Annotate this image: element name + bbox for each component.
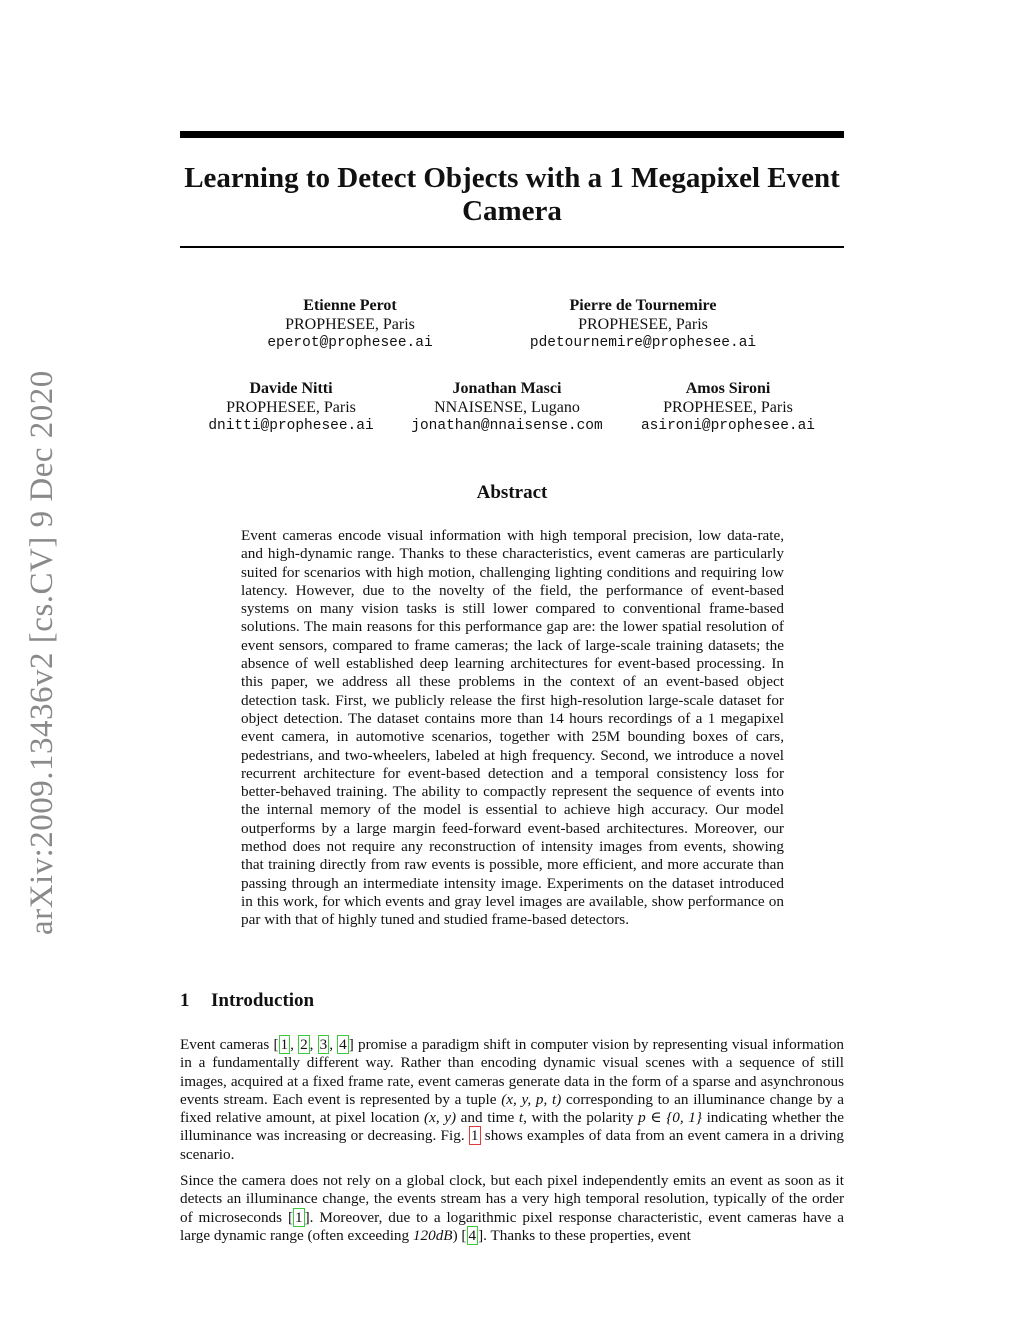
citation-link[interactable]: 2 xyxy=(300,1036,308,1053)
text-run: corresponding to an illuminance change by a fixed relative amount, at pixel location xyxy=(180,1090,844,1127)
title-bottom-rule xyxy=(180,246,844,248)
author-email: dnitti@prophesee.ai xyxy=(208,418,374,434)
text-run: ]. Thanks to these properties, event xyxy=(478,1226,691,1244)
author-name: Davide Nitti xyxy=(249,380,333,397)
section-title: Introduction xyxy=(211,990,315,1011)
citation-link[interactable]: 4 xyxy=(468,1226,477,1244)
author-affiliation: PROPHESEE, Paris xyxy=(578,316,708,333)
math-inline: 120dB xyxy=(412,1226,453,1244)
author-name: Etienne Perot xyxy=(303,297,397,314)
title-top-rule xyxy=(180,131,844,138)
text-run: ]. Moreover, due to a logarithmic pixel response characteristic, event cameras have a large dynamic range (often exceeding xyxy=(180,1208,844,1244)
author-block-tournemire xyxy=(513,296,773,353)
citation-link[interactable]: 4 xyxy=(339,1036,347,1053)
title-line-1: Learning to Detect Objects with a 1 Megapixel Event xyxy=(184,162,840,194)
author-name: Jonathan Masci xyxy=(452,380,562,397)
author-affiliation: PROPHESEE, Paris xyxy=(285,316,415,333)
text-run: ) [ xyxy=(452,1226,467,1244)
section-number: 1 xyxy=(180,990,190,1011)
abstract-text: Event cameras encode visual information with high temporal precision, low data-rate, and high-dynamic range. Thanks to these characteristics, event cameras are particularly suited for scenarios with high motion, challenging lighting conditions and requiring low latency. However, due to the novelty of the field, the performance of event-based systems on many vision tasks is still lower compared to conventional frame-based solutions. The main reasons for this performance gap are: the lower spatial resolution of event sensors, compared to frame cameras; the lack of large-scale training datasets; the absence of well established deep learning architectures for event-based processing. In this paper, we address all these problems in the context of an event-based object detection task. First, we publicly release the first high-resolution large-scale dataset for object detection. The dataset contains more than 14 hours recordings of a 1 megapixel event camera, in automotive scenarios, together with 25M bounding boxes of cars, pedestrians, and two-wheelers, labeled at high frequency. Second, we introduce a novel recurrent architecture for event-based detection and a temporal consistency loss for better-behaved training. The ability to compactly represent the sequence of events into the internal memory of the model is essential to achieve high accuracy. Our model outperforms by a large margin feed-forward event-based architectures. Moreover, our method does not require any reconstruction of intensity images from events, showing that training directly from raw events is possible, more efficient, and more accurate than passing through an intermediate intensity image. Experiments on the dataset introduced in this work, for which events and gray level images are available, show performance on par with that of highly tuned and studied frame-based detectors. xyxy=(241,527,784,929)
math-inline: (x, y, p, t) xyxy=(501,1090,562,1108)
author-email: asironi@prophesee.ai xyxy=(640,418,816,434)
section-heading xyxy=(180,990,314,1012)
author-block-nitti xyxy=(196,379,386,436)
text-run: Event cameras [ xyxy=(180,1036,279,1053)
text-run: Since the camera does not rely on a global clock, but each pixel independently emits an event as soon as it detects an illuminance change, the events stream has a very high temporal resolution, typically of the order of microseconds [ xyxy=(180,1172,844,1226)
citation-link[interactable]: 1 xyxy=(295,1208,303,1226)
arxiv-identifier: arXiv:2009.13436v2 [cs.CV] 9 Dec 2020 xyxy=(24,370,60,935)
figure-link[interactable]: 1 xyxy=(470,1127,479,1145)
author-email: jonathan@nnaisense.com xyxy=(411,418,603,434)
author-affiliation: NNAISENSE, Lugano xyxy=(434,399,580,416)
author-block-masci xyxy=(402,379,612,436)
author-name: Amos Sironi xyxy=(685,380,771,397)
abstract-heading: Abstract xyxy=(476,482,548,503)
citation-link[interactable]: 3 xyxy=(319,1036,328,1053)
paper-title xyxy=(180,162,844,228)
text-run: , with the polarity xyxy=(523,1109,639,1127)
text-run: and time xyxy=(456,1109,519,1127)
intro-paragraph-2 xyxy=(180,1172,844,1245)
math-inline: (x, y) xyxy=(424,1109,457,1127)
author-name: Pierre de Tournemire xyxy=(569,297,717,314)
math-inline: t xyxy=(518,1109,524,1127)
author-affiliation: PROPHESEE, Paris xyxy=(663,399,793,416)
author-block-sironi xyxy=(630,379,826,436)
text-run: ] promise a paradigm shift in computer vision by representing visual information in a fundamentally different way. Rather than encoding dynamic visual scenes with a sequence of still images, acquired at a fixed frame rate, event cameras generate data in the form of a sparse and asynchronous events stream. Each event is represented by a tuple xyxy=(180,1036,845,1108)
author-email: pdetournemire@prophesee.ai xyxy=(529,335,757,351)
author-email: eperot@prophesee.ai xyxy=(267,335,433,351)
text-run: shows examples of data from an event camera in a driving scenario. xyxy=(180,1127,844,1163)
author-block-perot xyxy=(250,296,450,353)
author-affiliation: PROPHESEE, Paris xyxy=(226,399,356,416)
intro-paragraph-1: Event cameras [ 1 , 2 , 3 , 4 ] promise a paradigm shift in computer vision by representing visual information in a fundamentally different way. Rather than encoding dynamic visual scenes with a sequence of still images, acquired at a fixed frame rate, event cameras generate data in the form of a sparse and asynchronous events stream. Each event is represented by a tuple (x, y, p, t) corresponding to an illuminance change by a fixed relative amount, at pixel location (x, y) and time t, with the polarity p ∈ {0, 1} indicating whether the illuminance was increasing or decreasing. Fig. 1 shows examples of data from an event camera in a driving scenario. xyxy=(180,1036,845,1163)
title-line-2: Camera xyxy=(462,195,562,227)
math-inline: p ∈ {0, 1} xyxy=(638,1109,702,1127)
citation-link[interactable]: 1 xyxy=(280,1036,289,1053)
text-run: indicating whether the illuminance was increasing or decreasing. Fig. xyxy=(180,1109,845,1145)
